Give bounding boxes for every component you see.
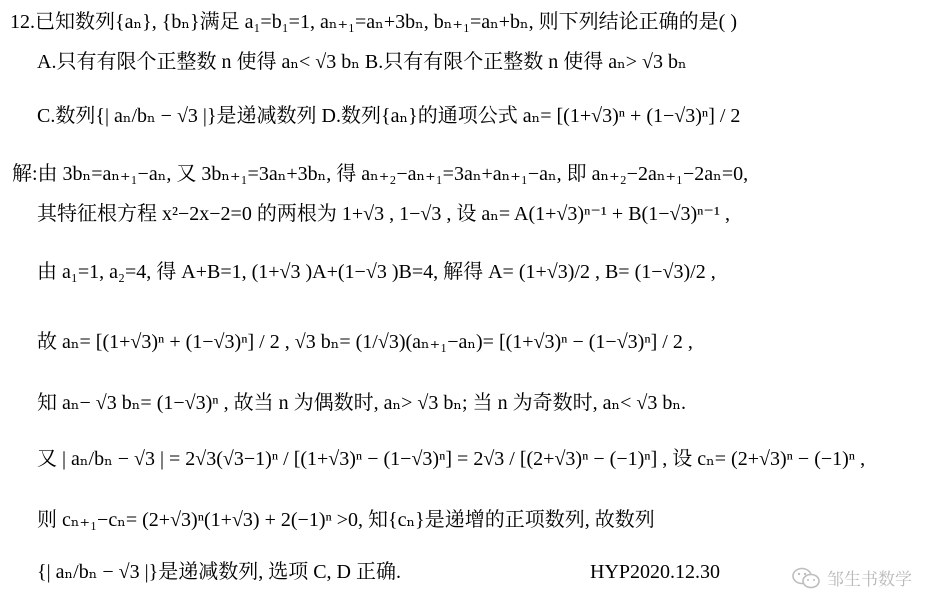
- wechat-icon: [791, 566, 821, 590]
- watermark-text: 邹生书数学: [827, 570, 912, 590]
- option-c-d: C.数列{| aₙ/bₙ − √3 |}是递减数列 D.数列{aₙ}的通项公式 aₙ= [(1+√3)ⁿ + (1−√3)ⁿ] / 2: [37, 105, 741, 127]
- solution-line-5: 知 aₙ− √3 bₙ= (1−√3)ⁿ , 故当 n 为偶数时, aₙ> √3 bₙ; 当 n 为奇数时, aₙ< √3 bₙ.: [37, 392, 687, 414]
- watermark: [791, 565, 912, 590]
- signature: HYP2020.12.30: [590, 561, 721, 583]
- solution-line-7: 则 cₙ₊₁−cₙ= (2+√3)ⁿ(1+√3) + 2(−1)ⁿ >0, 知{cₙ}是递增的正项数列, 故数列: [37, 509, 655, 531]
- option-a-b: A.只有有限个正整数 n 使得 aₙ< √3 bₙ B.只有有限个正整数 n 使得 aₙ> √3 bₙ: [37, 51, 687, 73]
- solution-line-1: 解:由 3bₙ=aₙ₊₁−aₙ, 又 3bₙ₊₁=3aₙ+3bₙ, 得 aₙ₊₂−aₙ₊₁=3aₙ+aₙ₊₁−aₙ, 即 aₙ₊₂−2aₙ₊₁−2aₙ=0,: [12, 163, 749, 185]
- solution-line-3: 由 a₁=1, a₂=4, 得 A+B=1, (1+√3 )A+(1−√3 )B=4, 解得 A= (1+√3)/2 , B= (1−√3)/2 ,: [37, 261, 716, 283]
- solution-line-4: 故 aₙ= [(1+√3)ⁿ + (1−√3)ⁿ] / 2 , √3 bₙ= (1/√3)(aₙ₊₁−aₙ)= [(1+√3)ⁿ − (1−√3)ⁿ] / 2 ,: [37, 331, 693, 353]
- solution-line-6: 又 | aₙ/bₙ − √3 | = 2√3(√3−1)ⁿ / [(1+√3)ⁿ − (1−√3)ⁿ] = 2√3 / [(2+√3)ⁿ − (−1)ⁿ] , 设 cₙ= (2+√3)ⁿ − (−1)ⁿ ,: [37, 448, 866, 470]
- solution-line-8: {| aₙ/bₙ − √3 |}是递减数列, 选项 C, D 正确.: [37, 561, 401, 583]
- solution-line-2: 其特征根方程 x²−2x−2=0 的两根为 1+√3 , 1−√3 , 设 aₙ= A(1+√3)ⁿ⁻¹ + B(1−√3)ⁿ⁻¹ ,: [37, 203, 730, 225]
- problem-stem: 12.已知数列{aₙ}, {bₙ}满足 a₁=b₁=1, aₙ₊₁=aₙ+3bₙ, bₙ₊₁=aₙ+bₙ, 则下列结论正确的是( ): [10, 11, 738, 33]
